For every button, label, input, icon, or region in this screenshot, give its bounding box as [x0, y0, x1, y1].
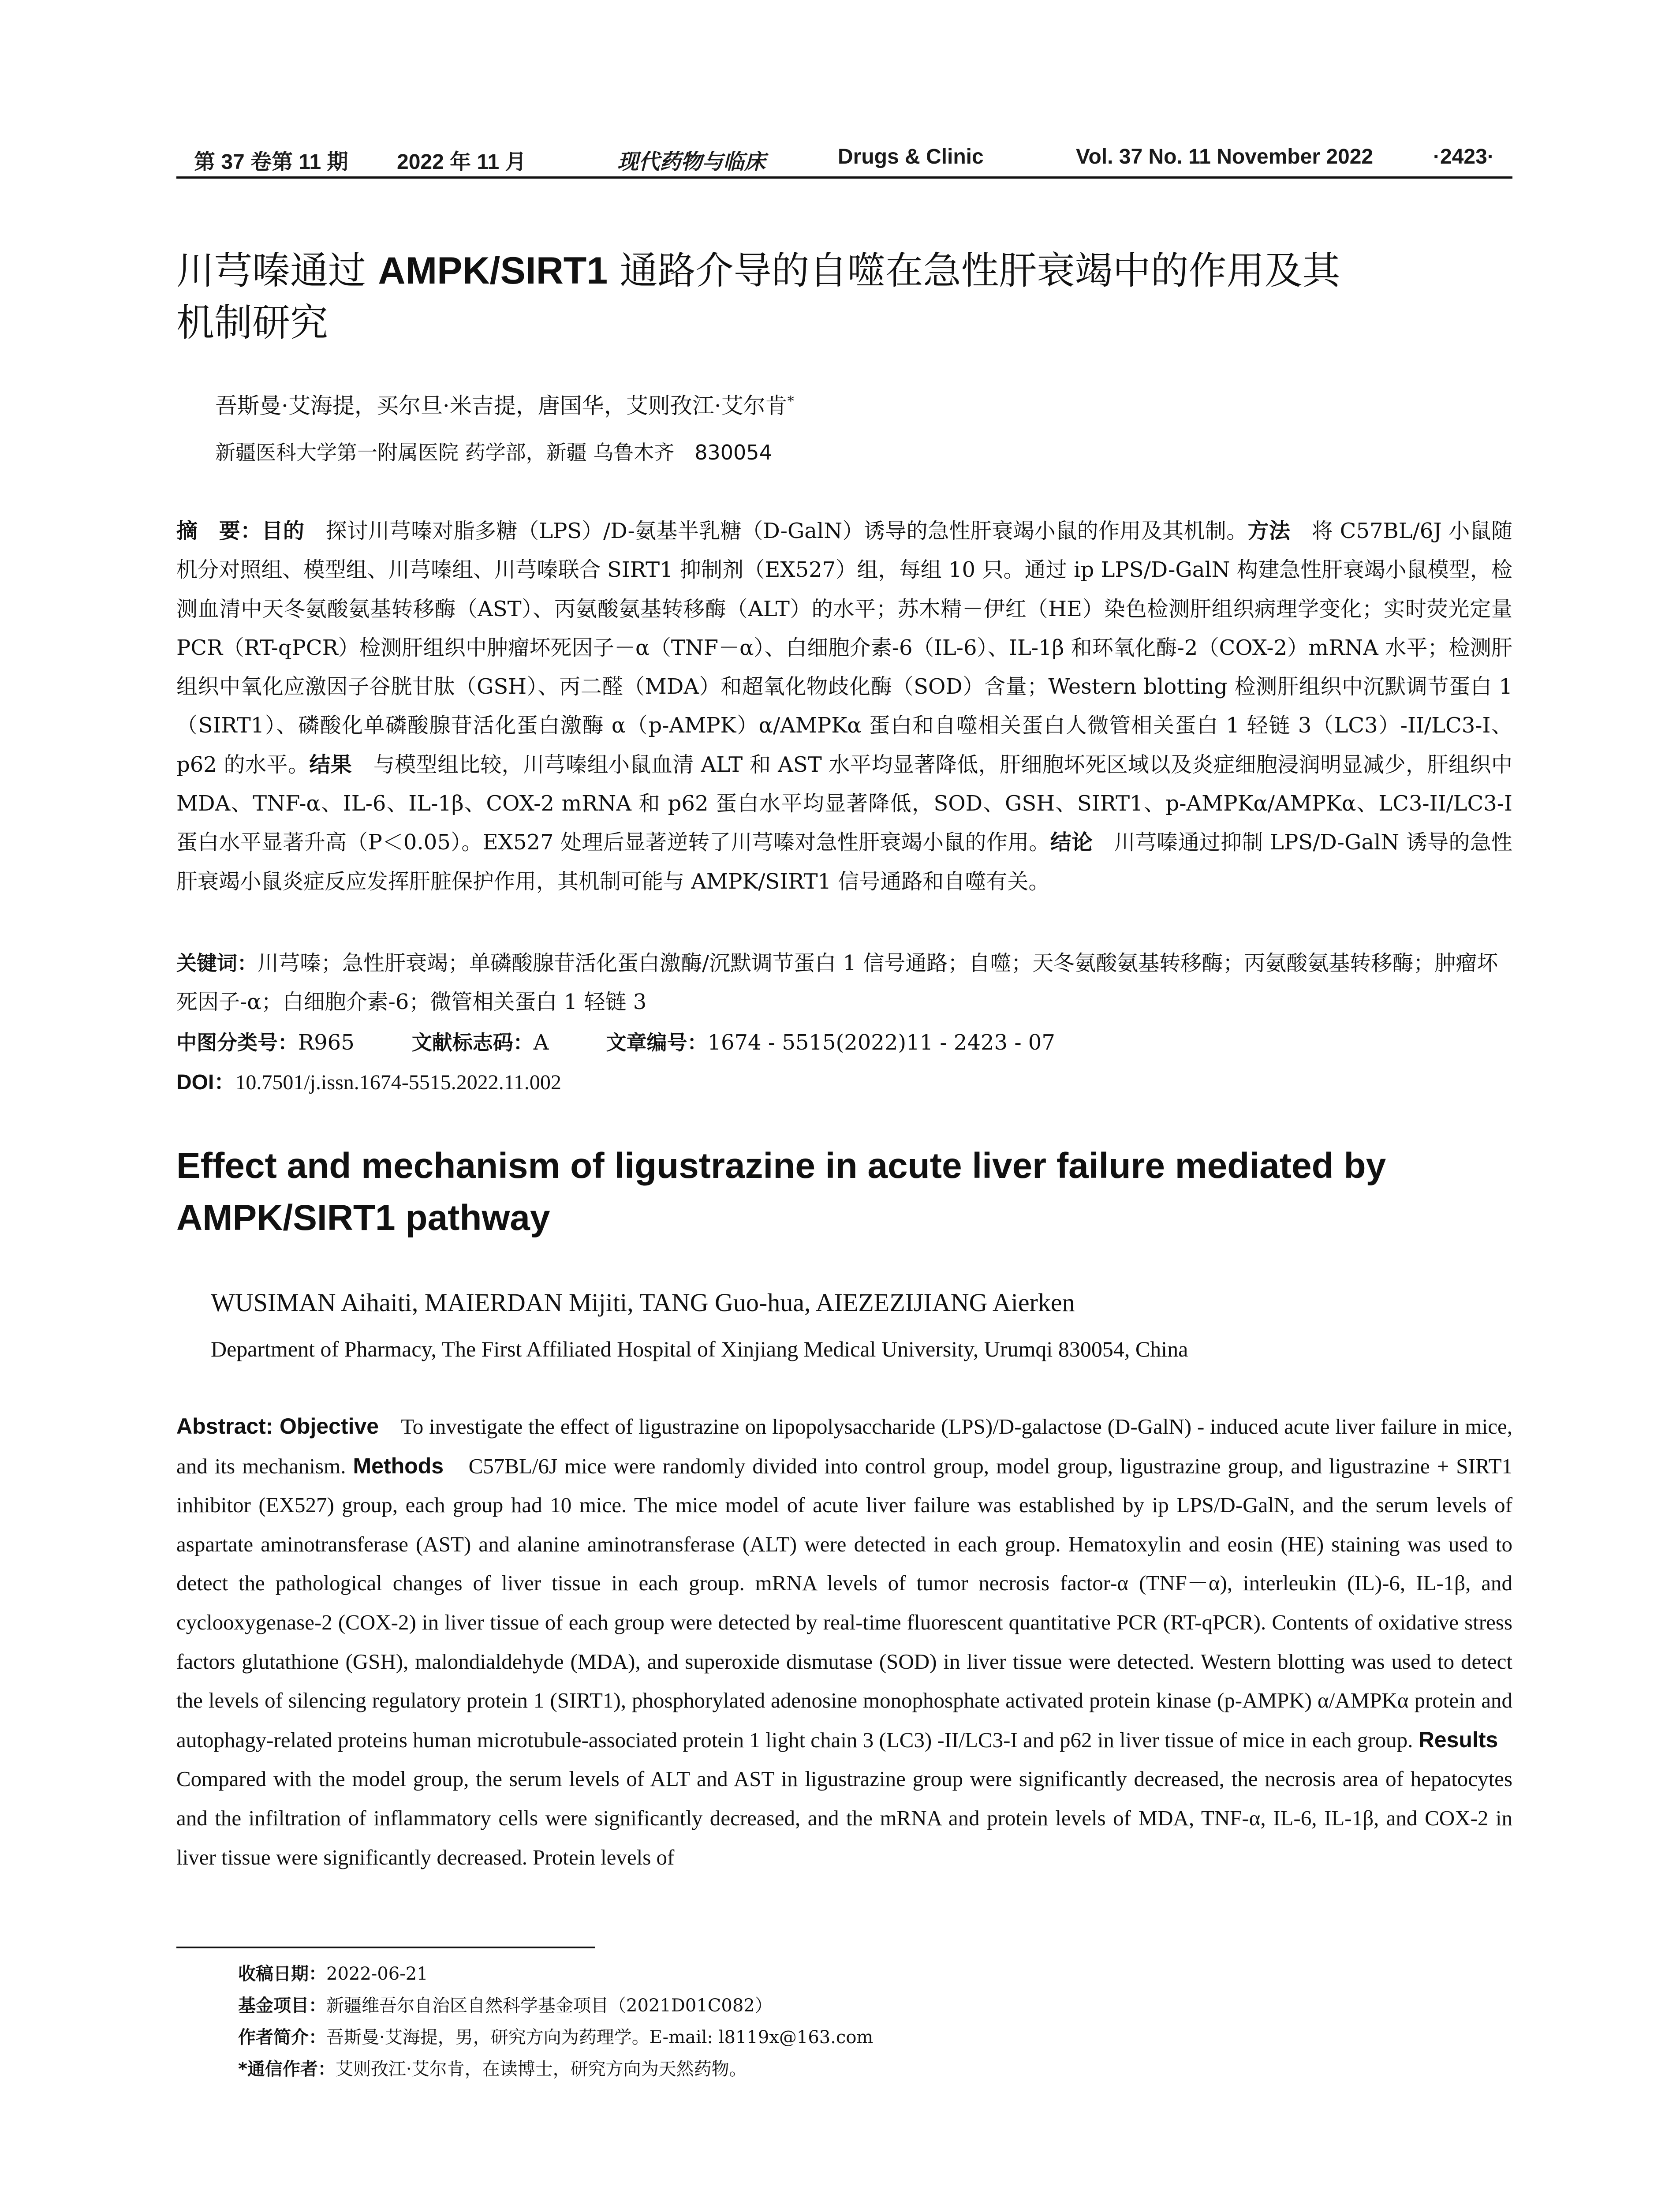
results-cn: 与模型组比较，川芎嗪组小鼠血清 ALT 和 AST 水平均显著降低，肝细胞坏死区域以及炎症细胞浸润明显减少，肝组织中 MDA、TNF-α、IL-6、IL-1β、COX-2 mRNA 和 p62 蛋白水平均显著降低，SOD、GSH、SIRT1、p-AMPKα/AMPKα、LC3-II/LC3-I 蛋白水平显著升高（P＜0.05）。EX527 处理后显著逆转了川芎嗪对急性肝衰竭小鼠的作用。 — [176, 752, 1512, 855]
article-no-value: 1674 - 5515(2022)11 - 2423 - 07 — [707, 1030, 1055, 1055]
header-page-number: ·2423· — [1433, 145, 1494, 168]
title-cn — [176, 245, 1512, 349]
methods-cn-label: 方法 — [1247, 519, 1291, 543]
title-cn-line2: 机制研究 — [176, 301, 328, 345]
results-en-label: Results — [1418, 1727, 1498, 1752]
received-label: 收稿日期： — [238, 1964, 326, 1984]
objective-en: To investigate the effect of ligustrazine on lipopolysaccharide (LPS)/D-galactose (D-GalN) - induced acute liver failure in mice, and its mechanism. — [176, 1414, 1512, 1478]
methods-en: C57BL/6J mice were randomly divided into control group, model group, ligustrazine group, and ligustrazine + SIRT1 inhibitor (EX527) group, each group had 10 mice. The mice model of acute liver failure was established by ip LPS/D-GalN, and the serum levels of aspartate aminotransferase (AST) and alanine aminotransferase (ALT) were detected in each group. Hematoxylin and eosin (HE) staining was used to detect the pathological changes of liver tissue in each group. mRNA levels of tumor necrosis factor-α (TNF－α), interleukin (IL)-6, IL-1β, and cyclooxygenase-2 (COX-2) in liver tissue of each group were detected by real-time fluorescent quantitative PCR (RT-qPCR). Contents of oxidative stress factors glutathione (GSH), malondialdehyde (MDA), and superoxide dismutase (SOD) in liver tissue were detected. Western blotting was used to detect the levels of silencing regulatory protein 1 (SIRT1), phosphorylated adenosine monophosphate activated protein kinase (p-AMPK) α/AMPKα protein and autophagy-related proteins human microtubule-associated protein 1 light chain 3 (LC3) -II/LC3-I and p62 in liver tissue of mice in each group. — [176, 1454, 1513, 1752]
doc-code-label: 文献标志码： — [411, 1031, 534, 1054]
keywords-cn-text: 川芎嗪；急性肝衰竭；单磷酸腺苷活化蛋白激酶/沉默调节蛋白 1 信号通路；自噬；天冬氨酸氨基转移酶；丙氨酸氨基转移酶；肿瘤坏死因子-α；白细胞介素-6；微管相关蛋白 1 轻链 3 — [176, 951, 1498, 1014]
authors-cn — [215, 388, 1551, 420]
conclusion-cn: 川芎嗪通过抑制 LPS/D-GalN 诱导的急性肝衰竭小鼠炎症反应发挥肝脏保护作用，其机制可能与 AMPK/SIRT1 信号通路和自噬有关。 — [176, 830, 1513, 894]
footnote-received — [238, 1958, 1473, 1990]
corr-text: 艾则孜江·艾尔肯，在读博士，研究方向为天然药物。 — [335, 2059, 747, 2079]
title-cn-part2: AMPK/SIRT1 — [378, 250, 608, 292]
doi-label: DOI： — [176, 1071, 235, 1094]
results-cn-label: 结果 — [309, 752, 352, 777]
footnote-rule — [176, 1947, 595, 1948]
title-cn-part1: 川芎嗪通过 — [176, 249, 378, 293]
methods-en-label: Methods — [353, 1453, 444, 1478]
header-volume-cn: 第 37 卷第 11 期 — [194, 150, 348, 174]
title-en: Effect and mechanism of ligustrazine in acute liver failure mediated by AMPK/SIRT1 pathway — [176, 1146, 1386, 1238]
objective-cn: 探讨川芎嗪对脂多糖（LPS）/D-氨基半乳糖（D-GalN）诱导的急性肝衰竭小鼠的作用及其机制。 — [304, 519, 1248, 543]
header-volume-en: Vol. 37 No. 11 November 2022 — [1076, 145, 1374, 168]
footnote-fund — [238, 1990, 1473, 2022]
classification-line — [176, 1023, 1512, 1062]
running-header — [176, 140, 1512, 176]
clc-value: R965 — [298, 1030, 355, 1055]
footnote-corresponding — [238, 2053, 1473, 2085]
doi-link[interactable]: 10.7501/j.issn.1674-5515.2022.11.002 — [235, 1071, 561, 1094]
methods-cn: 将 C57BL/6J 小鼠随机分对照组、模型组、川芎嗪组、川芎嗪联合 SIRT1 抑制剂（EX527）组，每组 10 只。通过 ip LPS/D-GalN 构建急性肝衰竭小鼠模型，检测血清中天冬氨酸氨基转移酶（AST）、丙氨酸氨基转移酶（ALT）的水平；苏木精－伊红（HE）染色检测肝组织病理学变化；实时荧光定量 PCR（RT-qPCR）检测肝组织中肿瘤坏死因子－α（TNF－α）、白细胞介素-6（IL-6）、IL-1β 和环氧化酶-2（COX-2）mRNA 水平；检测肝组织中氧化应激因子谷胱甘肽（GSH）、丙二醛（MDA）和超氧化物歧化酶（SOD）含量；Western blotting 检测肝组织中沉默调节蛋白 1（SIRT1）、磷酸化单磷酸腺苷活化蛋白激酶 α（p-AMPK）α/AMPKα 蛋白和自噬相关蛋白人微管相关蛋白 1 轻链 3（LC3）-II/LC3-I、p62 的水平。 — [176, 519, 1512, 777]
abstract-en-label: Abstract: Objective — [176, 1414, 379, 1439]
footnote-author-bio — [238, 2022, 1473, 2053]
bio-text: 吾斯曼·艾海提，男，研究方向为药理学。E-mail: l8119x@163.com — [326, 2027, 874, 2048]
abstract-cn — [176, 512, 1512, 901]
abstract-en — [176, 1407, 1520, 1877]
title-cn-part3: 通路介导的自噬在急性肝衰竭中的作用及其 — [608, 249, 1340, 293]
header-journal-en: Drugs & Clinic — [838, 145, 984, 168]
corr-label: *通信作者： — [238, 2059, 336, 2079]
footnotes — [238, 1958, 1473, 2085]
header-rule — [176, 176, 1512, 179]
doi-line — [176, 1063, 1512, 1102]
corresponding-mark: * — [787, 393, 794, 409]
header-date-cn: 2022 年 11 月 — [397, 150, 526, 174]
abstract-cn-label: 摘 要： — [176, 519, 262, 543]
fund-label: 基金项目： — [238, 1996, 326, 2016]
header-journal-cn: 现代药物与临床 — [617, 149, 766, 174]
fund-text: 新疆维吾尔自治区自然科学基金项目（2021D01C082） — [326, 1996, 773, 2016]
authors-cn-text: 吾斯曼·艾海提，买尔旦·米吉提，唐国华，艾则孜江·艾尔肯 — [215, 393, 788, 419]
objective-cn-label: 目的 — [261, 519, 305, 543]
article-no-label: 文章编号： — [606, 1031, 708, 1054]
keywords-cn — [176, 944, 1512, 1021]
clc-label: 中图分类号： — [176, 1031, 298, 1054]
keywords-cn-label: 关键词： — [176, 951, 258, 975]
received-date: 2022-06-21 — [326, 1964, 428, 1984]
doc-code-value: A — [533, 1030, 549, 1055]
affiliation-cn: 新疆医科大学第一附属医院 药学部，新疆 乌鲁木齐 830054 — [215, 441, 772, 464]
bio-label: 作者简介： — [238, 2027, 326, 2048]
affiliation-en: Department of Pharmacy, The First Affiliated Hospital of Xinjiang Medical University, Urumqi 830054, China — [211, 1337, 1188, 1361]
results-en: Compared with the model group, the serum levels of ALT and AST in ligustrazine group were significantly decreased, the necrosis area of hepatocytes and the infiltration of inflammatory cells were significantly decreased, and the mRNA and protein levels of MDA, TNF-α, IL-6, IL-1β, and COX-2 in liver tissue were significantly decreased. Protein levels of — [176, 1727, 1520, 1869]
authors-en: WUSIMAN Aihaiti, MAIERDAN Mijiti, TANG Guo-hua, AIEZEZIJIANG Aierken — [211, 1288, 1075, 1317]
conclusion-cn-label: 结论 — [1050, 830, 1093, 855]
